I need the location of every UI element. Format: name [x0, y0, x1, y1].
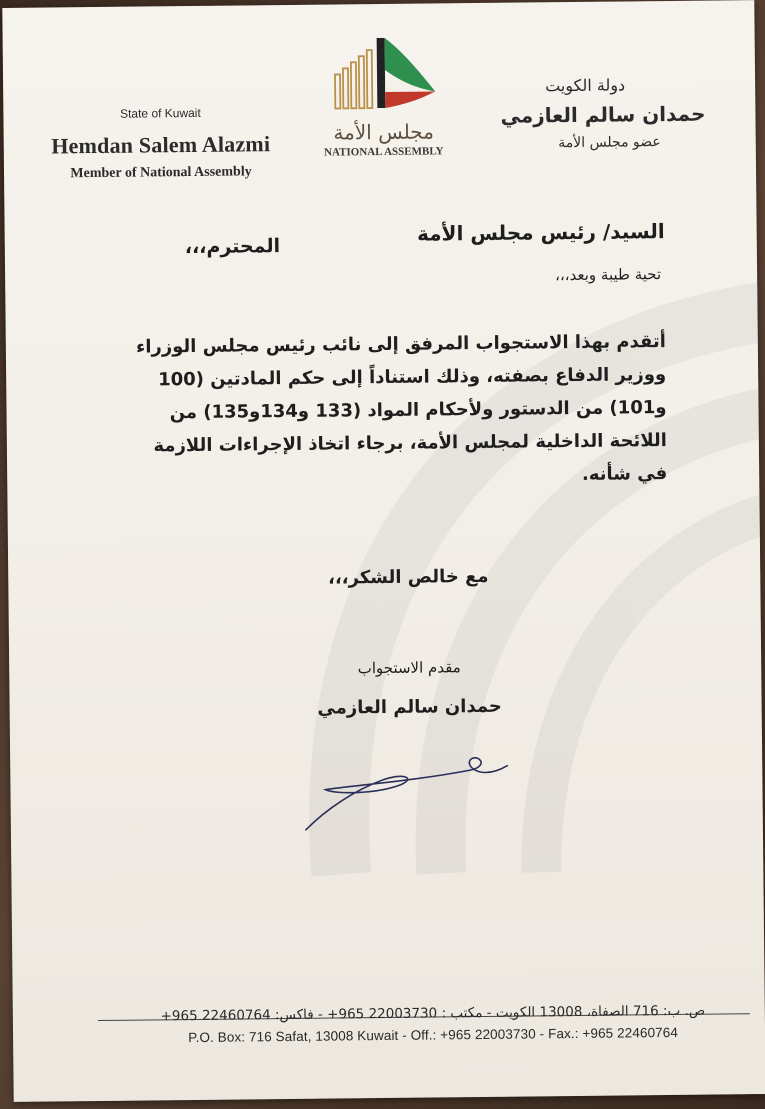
- handwritten-signature: [295, 748, 516, 840]
- english-letterhead: [35, 105, 286, 183]
- paragraph-line: أتقدم بهذا الاستجواب المرفق إلى نائب رئيس مجلس الوزراء: [135, 331, 666, 358]
- footer-english-address: P.O. Box: 716 Safat, 13008 Kuwait - Off.: +965 22003730 - Fax.: +965 22460764: [188, 1024, 679, 1046]
- paragraph-line: في شأنه.: [581, 463, 668, 485]
- logo-english-text: NATIONAL ASSEMBLY: [323, 145, 444, 159]
- ar-state-label: دولة الكويت: [545, 75, 626, 96]
- ar-member-name: حمدان سالم العازمي: [500, 101, 706, 128]
- en-member-name: Hemdan Salem Alazmi: [51, 131, 271, 159]
- assembly-emblem-icon: [323, 29, 444, 114]
- closing-thanks: مع خالص الشكر،،،: [327, 565, 489, 589]
- respected-closing: المحترم،،،: [184, 235, 281, 259]
- national-assembly-logo: [313, 29, 455, 180]
- logo-arabic-text: مجلس الأمة: [333, 119, 434, 145]
- ar-member-role: عضو مجلس الأمة: [558, 134, 661, 152]
- paragraph-line: ووزير الدفاع بصفته، وذلك استناداً إلى حكم المادتين (100: [158, 364, 667, 391]
- letter-paper: [2, 0, 765, 1102]
- footer-contact: [123, 1002, 743, 1045]
- footer-arabic-address: ص. ب: 716 الصفاة، 13008 الكويت - مكتب : 22003730 965+ - فاكس: 22460764 965+: [160, 1002, 706, 1025]
- letter-paragraph: [91, 325, 668, 496]
- paragraph-line: و101) من الدستور ولأحكام المواد (133 و134و135) من: [169, 397, 667, 424]
- signatory-label: مقدم الاستجواب: [357, 658, 461, 678]
- arabic-letterhead: [475, 75, 706, 152]
- greeting: تحية طيبة وبعد،،،: [554, 265, 662, 285]
- en-member-role: Member of National Assembly: [70, 164, 252, 182]
- signatory-name: حمدان سالم العازمي: [317, 695, 502, 719]
- en-state-label: State of Kuwait: [119, 105, 201, 121]
- salutation: السيد/ رئيس مجلس الأمة: [416, 219, 665, 246]
- paragraph-line: اللائحة الداخلية لمجلس الأمة، برجاء اتخاذ الإجراءات اللازمة: [153, 430, 667, 457]
